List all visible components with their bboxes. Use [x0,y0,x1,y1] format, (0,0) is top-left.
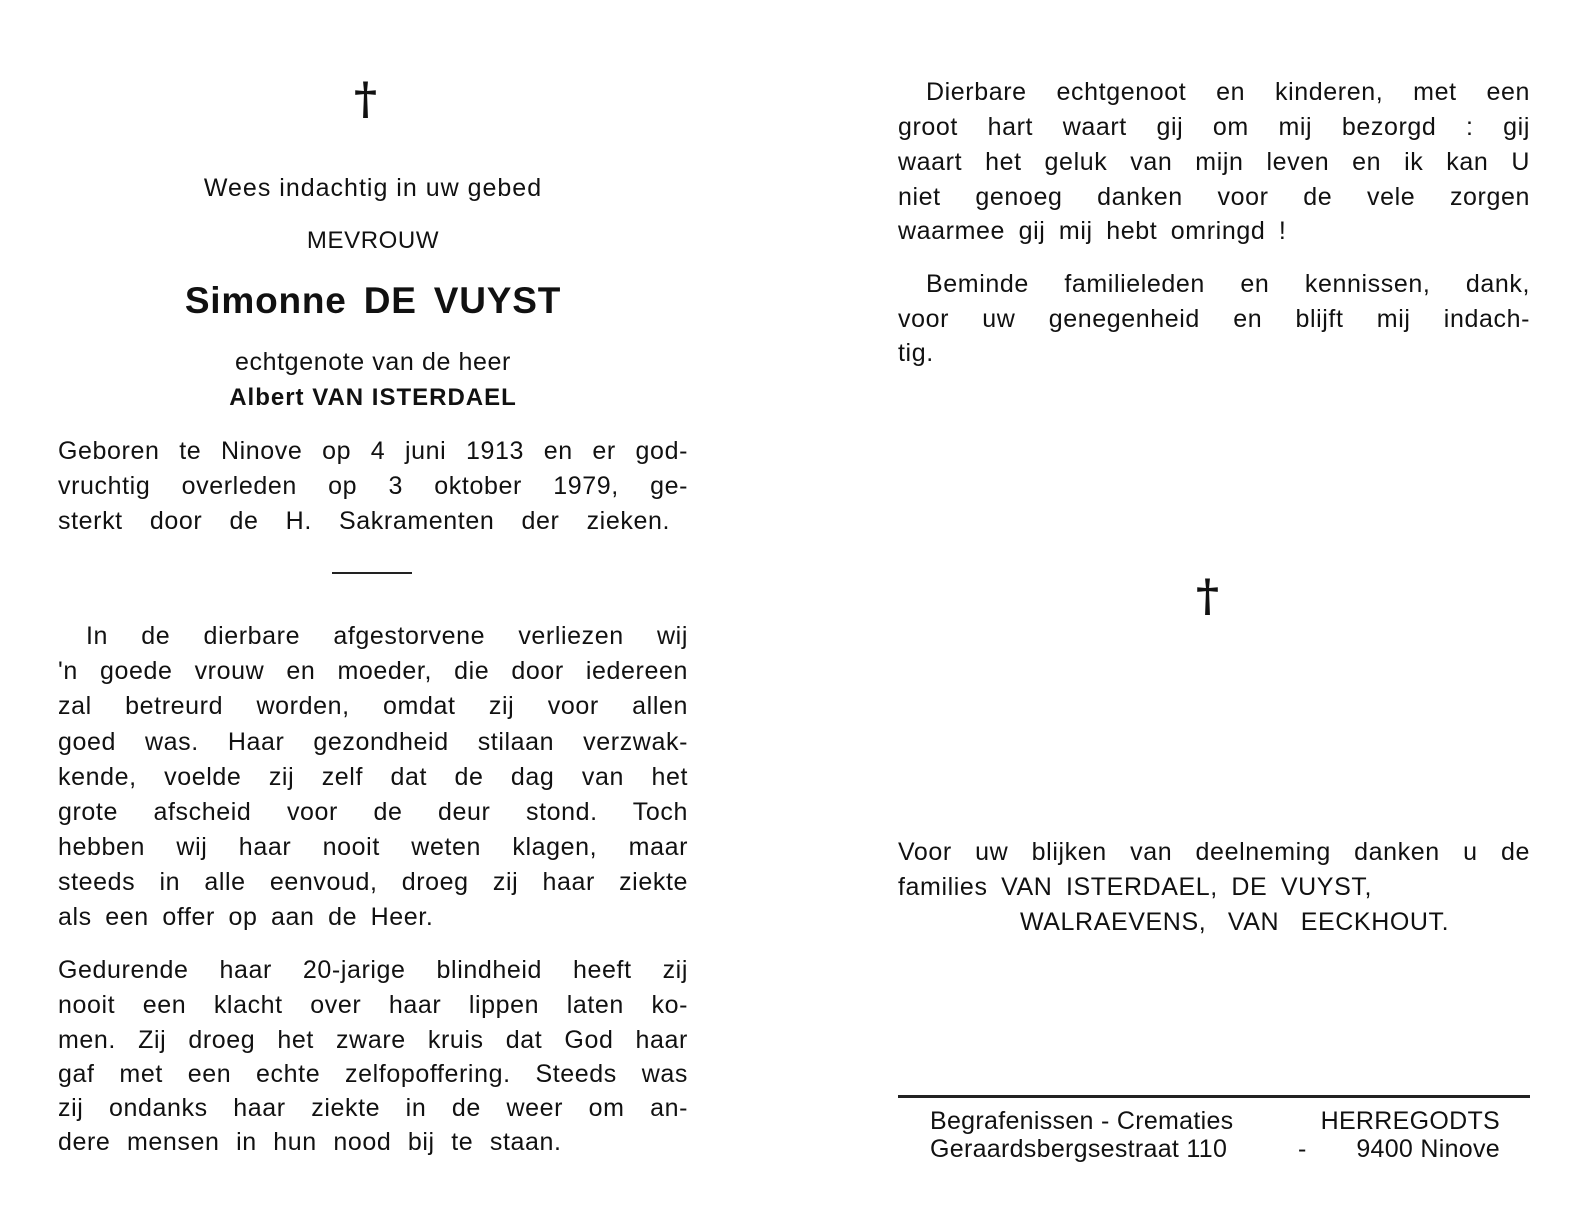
paragraph-line: zal betreurd worden, omdat zij voor allen [58,692,688,720]
paragraph-line: steeds in alle eenvoud, droeg zij haar ziekte [58,868,688,896]
paragraph-line: tig. [898,339,934,367]
paragraph-line: Beminde familieleden en kennissen, dank, [926,270,1530,298]
paragraph-line: kende, voelde zij zelf dat de dag van het [58,763,688,791]
spouse-intro: echtgenote van de heer [235,348,511,376]
paragraph-line: nooit een klacht over haar lippen laten ko- [58,991,688,1019]
spouse-name: Albert VAN ISTERDAEL [229,384,517,411]
left-panel [58,0,688,1205]
undertaker-city: 9400 Ninove [1356,1135,1500,1163]
honorific: MEVROUW [306,227,440,254]
paragraph-line: gaf met een echte zelfopoffering. Steeds was [58,1060,688,1088]
thanks-line: families VAN ISTERDAEL, DE VUYST, [898,873,1372,901]
paragraph-line: niet genoeg danken voor de vele zorgen [898,183,1530,211]
paragraph-line: grote afscheid voor de deur stond. Toch [58,798,688,826]
undertaker-line-2 [930,1135,1500,1163]
right-panel [898,0,1530,1205]
prayer-line: Wees indachtig in uw gebed [203,174,543,202]
birth-line: sterkt door de H. Sakramenten der zieken. [58,507,670,535]
thanks-line: Voor uw blijken van deelneming danken u de [898,838,1530,866]
paragraph-line: In de dierbare afgestorvene verliezen wij [86,622,688,650]
paragraph-line: 'n goede vrouw en moeder, die door iedereen [58,657,688,685]
paragraph-line: groot hart waart gij om mij bezorgd : gij [898,113,1530,141]
paragraph-line: goed was. Haar gezondheid stilaan verzwak- [58,728,688,756]
paragraph-line: waart het geluk van mijn leven en ik kan U [898,148,1530,176]
cross-icon: † [354,74,378,125]
paragraph-line: voor uw genegenheid en blijft mij indach- [898,305,1530,333]
paragraph-line: Gedurende haar 20-jarige blindheid heeft zij [58,956,688,984]
paragraph-line: Dierbare echtgenoot en kinderen, met een [926,78,1530,106]
paragraph-line: waarmee gij mij hebt omringd ! [898,217,1287,245]
undertaker-name: HERREGODTS [1320,1107,1500,1135]
undertaker-line-1 [930,1107,1500,1135]
paragraph-line: zij ondanks haar ziekte in de weer om an- [58,1094,688,1122]
paragraph-line: hebben wij haar nooit weten klagen, maar [58,833,688,861]
birth-line: Geboren te Ninove op 4 juni 1913 en er god- [58,437,688,465]
footer-divider [898,1095,1530,1098]
undertaker-street: Geraardsbergsestraat 110 [930,1135,1228,1163]
undertaker-services: Begrafenissen - Crematies [930,1107,1234,1135]
separator-line [332,572,412,574]
paragraph-line: men. Zij droeg het zware kruis dat God haar [58,1026,688,1054]
cross-icon: † [1196,571,1220,622]
undertaker-dash: - [1298,1135,1307,1163]
deceased-name: Simonne DE VUYST [184,280,562,321]
paragraph-line: als een offer op aan de Heer. [58,903,434,931]
thanks-line: WALRAEVENS, VAN EECKHOUT. [1020,908,1450,936]
birth-line: vruchtig overleden op 3 oktober 1979, ge- [58,472,688,500]
paragraph-line: dere mensen in hun nood bij te staan. [58,1128,562,1156]
